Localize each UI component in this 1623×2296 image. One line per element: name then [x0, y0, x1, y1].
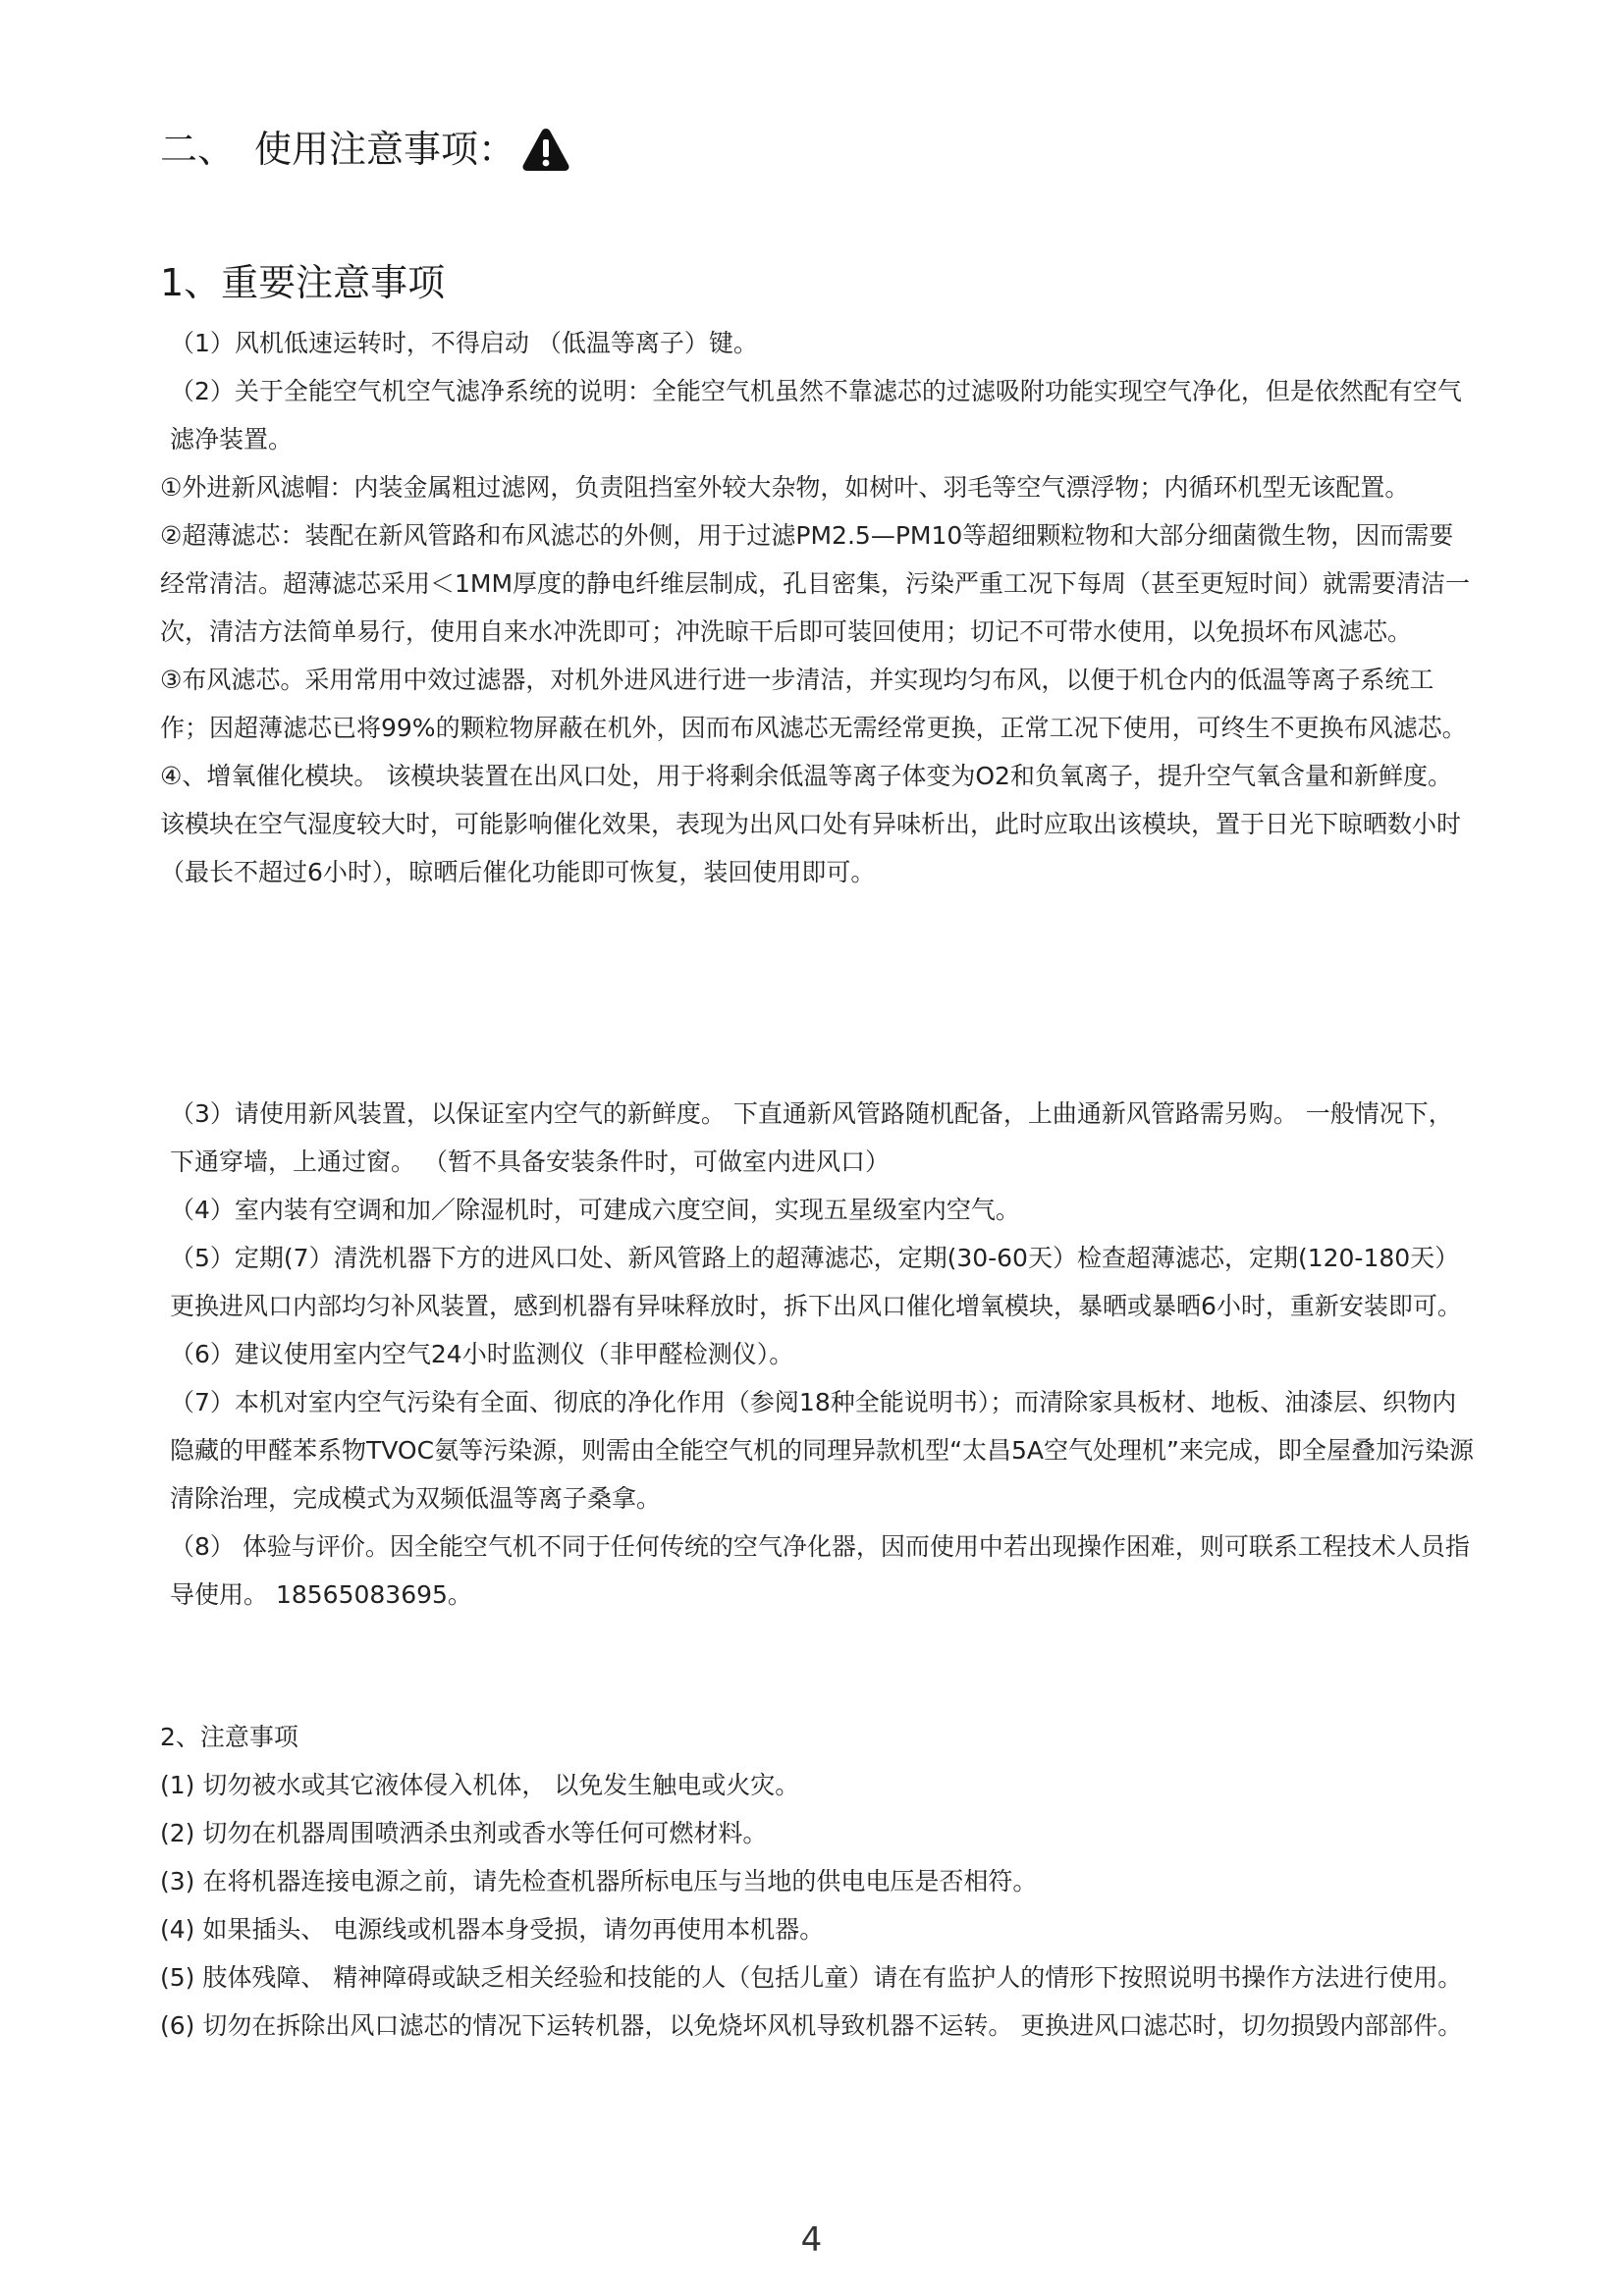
list-item: (2) 切勿在机器周围喷洒杀虫剂或香水等任何可燃材料。 — [160, 1819, 768, 1847]
paragraph: ③布风滤芯。采用常用中效过滤器，对机外进风进行进一步清洁，并实现均匀布风，以便于机仓内的低温等离子系统工作；因超薄滤芯已将99%的颗粒物屏蔽在机外，因而布风滤芯无需经常更换，正常工况下使用，可终生不更换布风滤芯。 — [160, 666, 1467, 742]
chapter-heading — [160, 126, 515, 173]
list-item: (5) 肢体残障、 精神障碍或缺乏相关经验和技能的人（包括儿童）请在有监护人的情形下按照说明书操作方法进行使用。 — [160, 1963, 1463, 1992]
paragraph: （2）关于全能空气机空气滤净系统的说明：全能空气机虽然不靠滤芯的过滤吸附功能实现空气净化，但是依然配有空气滤净装置。 — [170, 377, 1462, 454]
paragraph: ④、增氧催化模块。 该模块装置在出风口处，用于将剩余低温等离子体变为O2和负氧离子，提升空气氧含量和新鲜度。 该模块在空气湿度较大时，可能影响催化效果，表现为出风口处有异味析出，此时应取出该模块，置于日光下晾晒数小时（最长不超过6小时），晾晒后催化功能即可恢复，装回使用即可。 — [160, 762, 1462, 886]
page-number: 4 — [800, 2220, 823, 2260]
warning-icon — [520, 126, 571, 173]
paragraph: （1）风机低速运转时，不得启动 （低温等离子）键。 — [170, 329, 758, 357]
section1-body-b — [160, 1090, 1476, 1619]
chapter-number: 二、 — [160, 128, 236, 171]
paragraph: ②超薄滤芯：装配在新风管路和布风滤芯的外侧，用于过滤PM2.5—PM10等超细颗粒物和大部分细菌微生物，因而需要经常清洁。超薄滤芯采用＜1MM厚度的静电纤维层制成，孔目密集，污染严重工况下每周（甚至更短时间）就需要清洁一次，清洁方法简单易行，使用自来水冲洗即可；冲洗晾干后即可装回使用；切记不可带水使用，以免损坏布风滤芯。 — [160, 521, 1471, 646]
paragraph: （5）定期(7）清洗机器下方的进风口处、新风管路上的超薄滤芯，定期(30-60天）检查超薄滤芯，定期(120-180天）更换进风口内部均匀补风装置，感到机器有异味释放时，拆下出风口催化增氧模块，暴晒或暴晒6小时，重新安装即可。 — [170, 1244, 1462, 1320]
paragraph: （3）请使用新风装置，以保证室内空气的新鲜度。 下直通新风管路随机配备，上曲通新风管路需另购。 一般情况下，下通穿墙，上通过窗。 （暂不具备安装条件时，可做室内进风口） — [170, 1099, 1453, 1176]
section1-body-a — [160, 319, 1476, 896]
section2-body — [160, 1713, 1476, 2050]
list-item: (1) 切勿被水或其它液体侵入机体， 以免发生触电或火灾。 — [160, 1771, 800, 1799]
section1-title: 1、重要注意事项 — [160, 261, 446, 304]
list-item: (6) 切勿在拆除出风口滤芯的情况下运转机器，以免烧坏风机导致机器不运转。 更换进风口滤芯时，切勿损毁内部部件。 — [160, 2011, 1463, 2040]
paragraph: （4）室内装有空调和加／除湿机时，可建成六度空间，实现五星级室内空气。 — [170, 1196, 1020, 1224]
paragraph: ①外进新风滤帽：内装金属粗过滤网，负责阻挡室外较大杂物，如树叶、羽毛等空气漂浮物；内循环机型无该配置。 — [160, 473, 1410, 502]
list-item: (3) 在将机器连接电源之前，请先检查机器所标电压与当地的供电电压是否相符。 — [160, 1867, 1038, 1896]
paragraph: （7）本机对室内空气污染有全面、彻底的净化作用（参阅18种全能说明书）；而清除家具板材、地板、油漆层、织物内隐藏的甲醛苯系物TVOC氨等污染源，则需由全能空气机的同理异款机型“太昌5A空气处理机”来完成，即全屋叠加污染源清除治理，完成模式为双频低温等离子桑拿。 — [170, 1388, 1474, 1513]
list-item: (4) 如果插头、 电源线或机器本身受损，请勿再使用本机器。 — [160, 1915, 825, 1944]
section2-title: 2、注意事项 — [160, 1723, 298, 1751]
paragraph: （8） 体验与评价。因全能空气机不同于任何传统的空气净化器，因而使用中若出现操作困难，则可联系工程技术人员指导使用。 18565083695。 — [170, 1532, 1470, 1609]
chapter-title: 使用注意事项： — [254, 128, 516, 171]
paragraph: （6）建议使用室内空气24小时监测仪（非甲醛检测仪）。 — [170, 1340, 794, 1368]
